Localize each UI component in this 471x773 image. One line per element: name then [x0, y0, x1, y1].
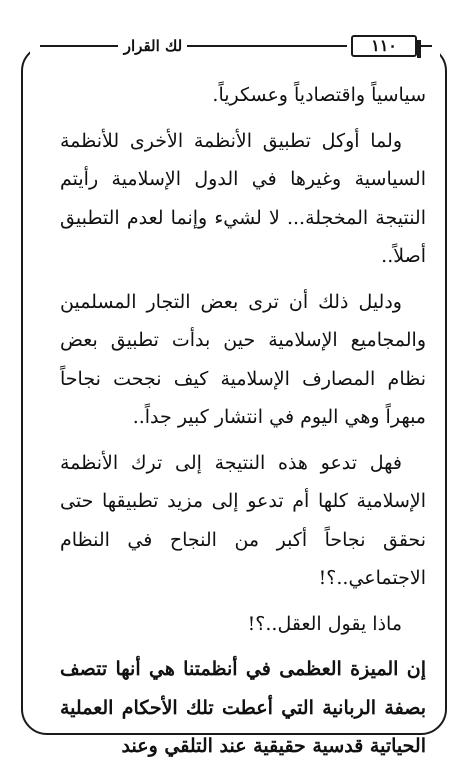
book-title: لك القرار [123, 37, 183, 55]
header-rule-left [40, 45, 118, 47]
paragraph-4: فهل تدعو هذه النتيجة إلى ترك الأنظمة الإسلامية كلها أم تدعو إلى مزيد تطبيقها حتى نحقق نجاحاً أكبر من النجاح في النظام الاجتماعي..؟! [60, 451, 426, 589]
paragraph-2: ولما أوكل تطبيق الأنظمة الأخرى للأنظمة السياسية وغيرها في الدول الإسلامية رأيتم النتيجة المخجلة... لا لشيء وإنما لعدم التطبيق أصلاً.. [60, 129, 426, 267]
header-rule-right [420, 45, 432, 47]
page-body-text [60, 76, 426, 773]
header-rule-middle [187, 45, 347, 47]
page-number: ١١٠ [351, 35, 417, 57]
paragraph-6: إن الميزة العظمى في أنظمتنا هي أنها تتصف بصفة الربانية التي أعطت تلك الأحكام العملية الحياتية قدسية حقيقية عند التلقي وعند [60, 658, 426, 757]
paragraph-5: ماذا يقول العقل..؟! [247, 612, 402, 635]
paragraph-3: ودليل ذلك أن ترى بعض التجار المسلمين والمجاميع الإسلامية حين بدأت تطبيق بعض نظام المصارف الإسلامية كيف نجحت نجاحاً مبهراً وهي اليوم في انتشار كبير جداً.. [60, 290, 426, 428]
paragraph-1: سياسياً واقتصادياً وعسكرياً. [212, 84, 426, 106]
